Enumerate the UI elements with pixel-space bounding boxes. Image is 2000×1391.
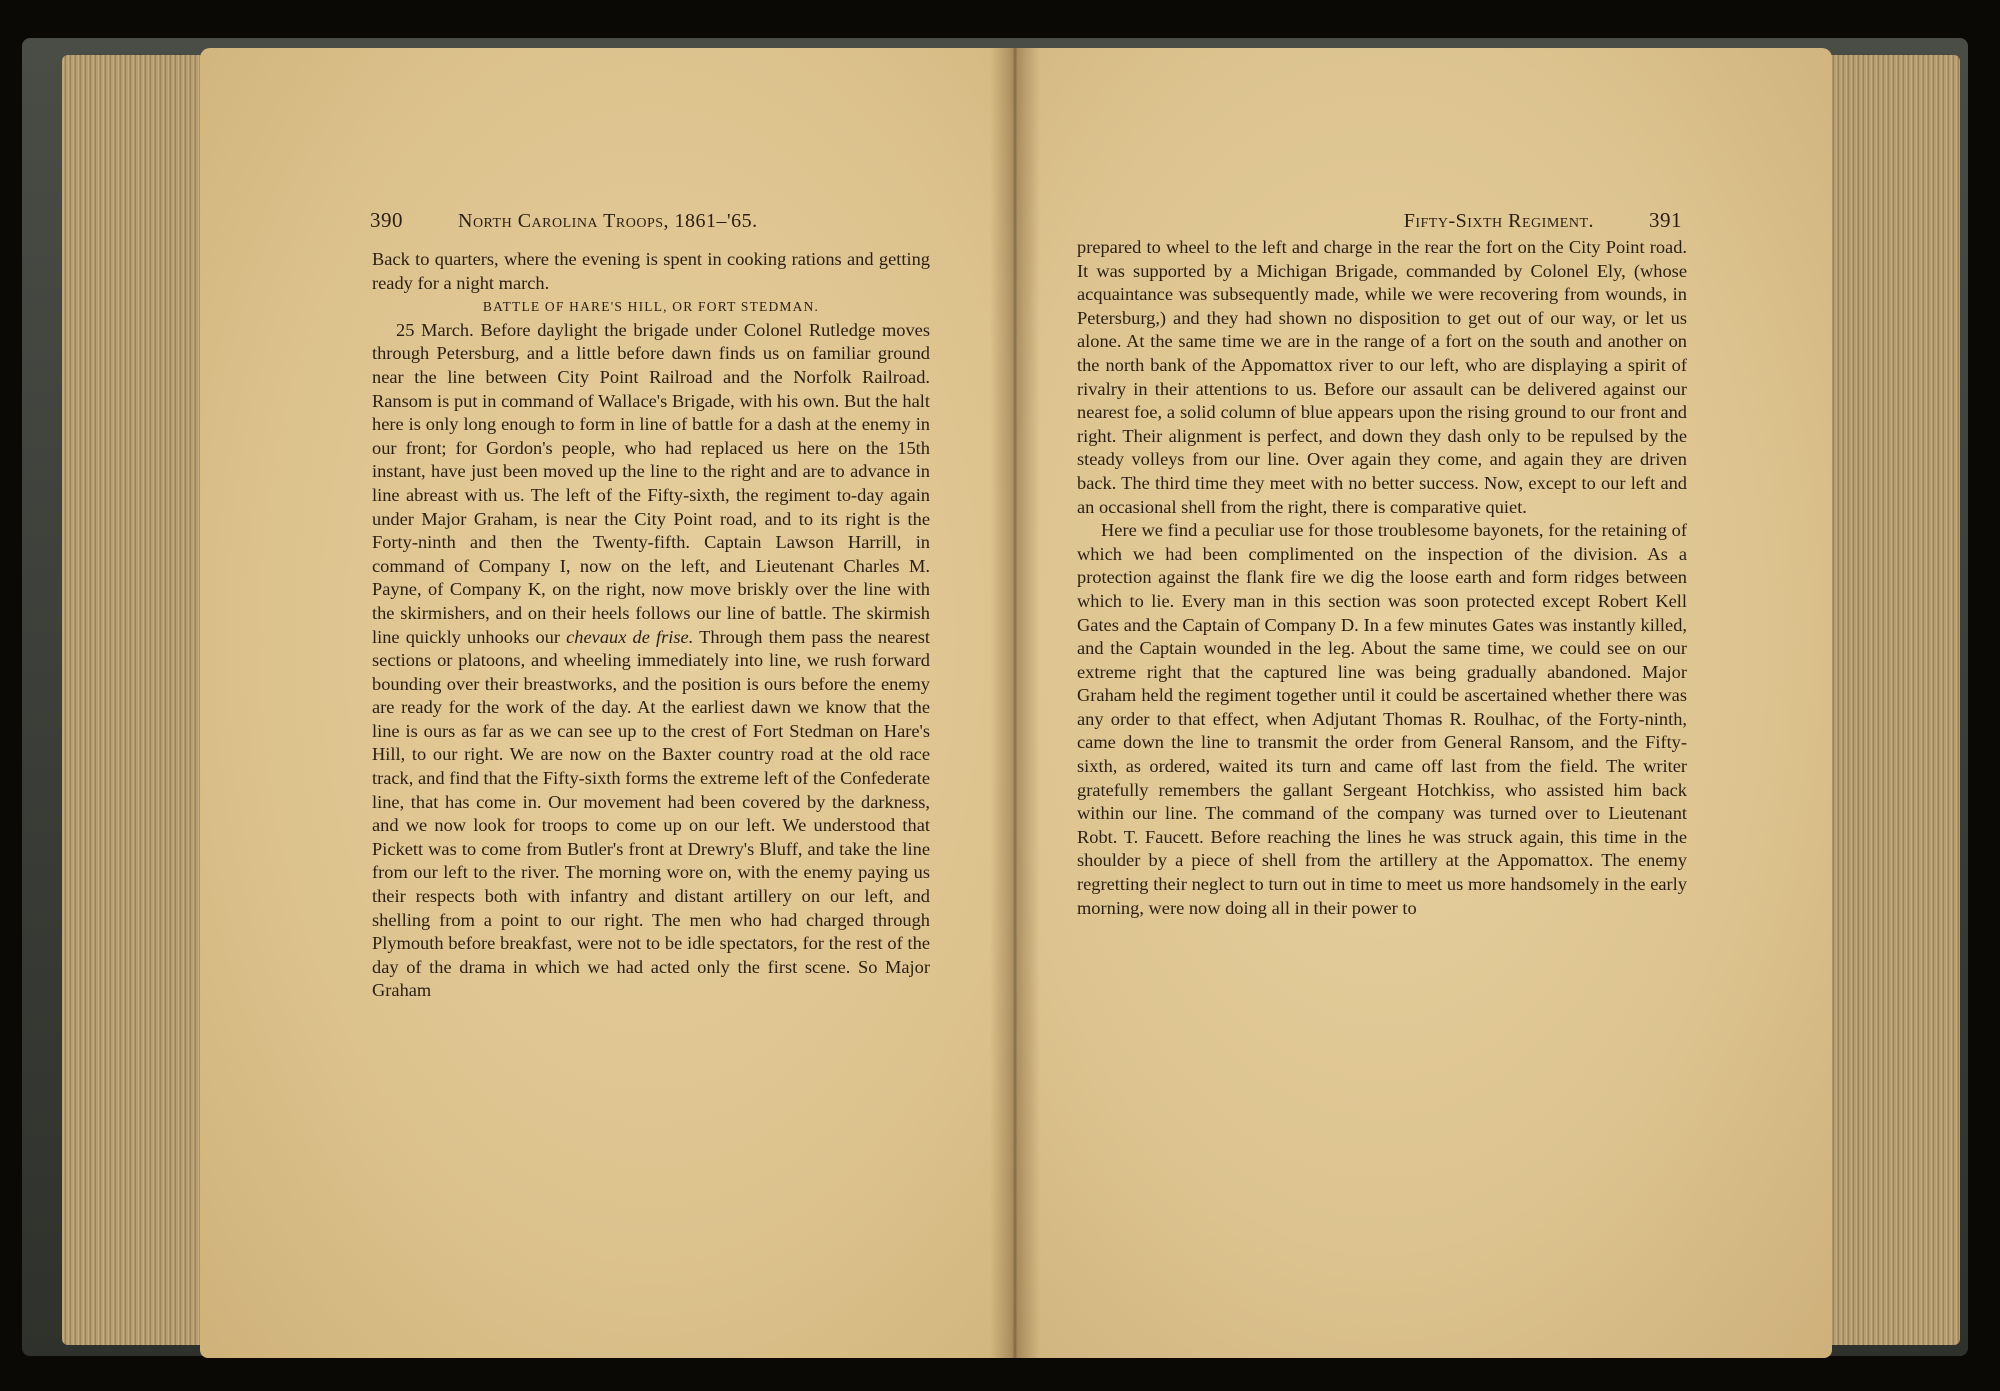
paragraph: Here we find a peculiar use for those troublesome bayonets, for the retaining of which we had been complimented on the inspection of the division. As a protection against the flank fire we dig the loose earth and form ridges between which to lie. Every man in this section was soon protected except Robert Kell Gates and the Captain of Company D. In a few minutes Gates was instantly killed, and the Captain wounded in the leg. About the same time, we could see on our extreme right that the captured line was being gradually abandoned. Major Graham held the regiment together until it could be ascertained whether there was any order to that effect, when Adjutant Thomas R. Roulhac, of the Forty-ninth, came down the line to transmit the order from General Ransom, and the Fifty-sixth, as ordered, waited its turn and came off last from the field. The writer gratefully remembers the gallant Sergeant Hotchkiss, who assisted him back within our line. The command of the company was turned over to Lieutenant Robt. T. Faucett. Before reaching the lines he was struck again, this time in the shoulder by a piece of shell from the artillery at the Appomattox. The enemy regretting their neglect to turn out in time to meet us more handsomely in the early morning, were now doing all in their power to bbox=[1077, 520, 1687, 918]
right-page-edges bbox=[1815, 55, 1960, 1345]
left-page bbox=[200, 48, 1020, 1358]
section-heading: BATTLE OF HARE'S HILL, OR FORT STEDMAN. bbox=[482, 299, 820, 315]
left-page-edges bbox=[62, 55, 222, 1345]
right-page-header bbox=[1082, 208, 1682, 233]
left-page-header bbox=[370, 208, 930, 233]
body-paragraph bbox=[372, 319, 930, 1003]
body-text-part1: 25 March. Before daylight the brigade under Colonel Rutledge moves through Petersburg, and a little before dawn finds us on familiar ground near the line between City Point Railroad and the Norfolk Railroad. Ransom is put in command of Wallace's Brigade, with his own. But the halt here is only long enough to form in line of battle for a dash at the enemy in our front; for Gordon's people, who had replaced us here on the 15th instant, have just been moved up the line to the right and are to advance in line abreast with us. The left of the Fifty-sixth, the regiment to-day again under Major Graham, is near the City Point road, and to its right is the Forty-ninth and then the Twenty-fifth. Captain Lawson Harrill, in command of Company I, now on the left, and Lieutenant Charles M. Payne, of Company K, on the right, now move briskly over the line with the skirmishers, and on their heels follows our line of battle. The skirmish line quickly unhooks our bbox=[372, 319, 930, 647]
running-head: Fifty-Sixth Regiment. bbox=[1403, 210, 1594, 232]
left-page-text bbox=[372, 248, 930, 1003]
paragraph-continued: prepared to wheel to the left and charge in the rear the fort on the City Point road. It was supported by a Michigan Brigade, commanded by Colonel Ely, (whose acquaintance was subsequently made, while we were recovering from wounds, in Petersburg,) and they had shown no disposition to get out of our way, or let us alone. At the same time we are in the range of a fort on the south and another on the north bank of the Appomattox river to our left, who are displaying a spirit of rivalry in their attentions to us. Before our assault can be delivered against our nearest foe, a solid column of blue appears upon the rising ground to our front and right. Their alignment is perfect, and down they dash only to be repulsed by the steady volleys from our line. Over again they come, and again they are driven back. The third time they meet with no better success. Now, except to our left and an occasional shell from the right, there is comparative quiet. bbox=[1077, 237, 1687, 517]
right-page bbox=[1012, 48, 1832, 1358]
italic-phrase: chevaux de frise. bbox=[566, 626, 694, 647]
page-number: 390 bbox=[370, 208, 403, 232]
opening-paragraph: Back to quarters, where the evening is spent in cooking rations and getting ready for a night march. bbox=[372, 249, 930, 293]
book-gutter bbox=[990, 48, 1040, 1358]
right-page-text bbox=[1077, 236, 1687, 920]
body-text-part2: Through them pass the nearest sections or platoons, and wheeling immediately into line, we rush forward bounding over their breastworks, and the position is ours before the enemy are ready for the work of the day. At the earliest dawn we know that the line is ours as far as we can see up to the crest of Fort Stedman on Hare's Hill, to our right. We are now on the Baxter country road at the old race track, and find that the Fifty-sixth forms the extreme left of the Confederate line, that has come in. Our movement had been covered by the darkness, and we now look for troops to come up on our left. We understood that Pickett was to come from Butler's front at Drewry's Bluff, and take the line from our left to the river. The morning wore on, with the enemy paying us their respects both with infantry and distant artillery on our left, and shelling from a point to our right. The men who had charged through Plymouth before breakfast, were not to be idle spectators, for the rest of the day of the drama in which we had acted only the first scene. So Major Graham bbox=[372, 626, 930, 1001]
running-head: North Carolina Troops, 1861–'65. bbox=[458, 210, 758, 232]
page-number: 391 bbox=[1649, 208, 1682, 232]
